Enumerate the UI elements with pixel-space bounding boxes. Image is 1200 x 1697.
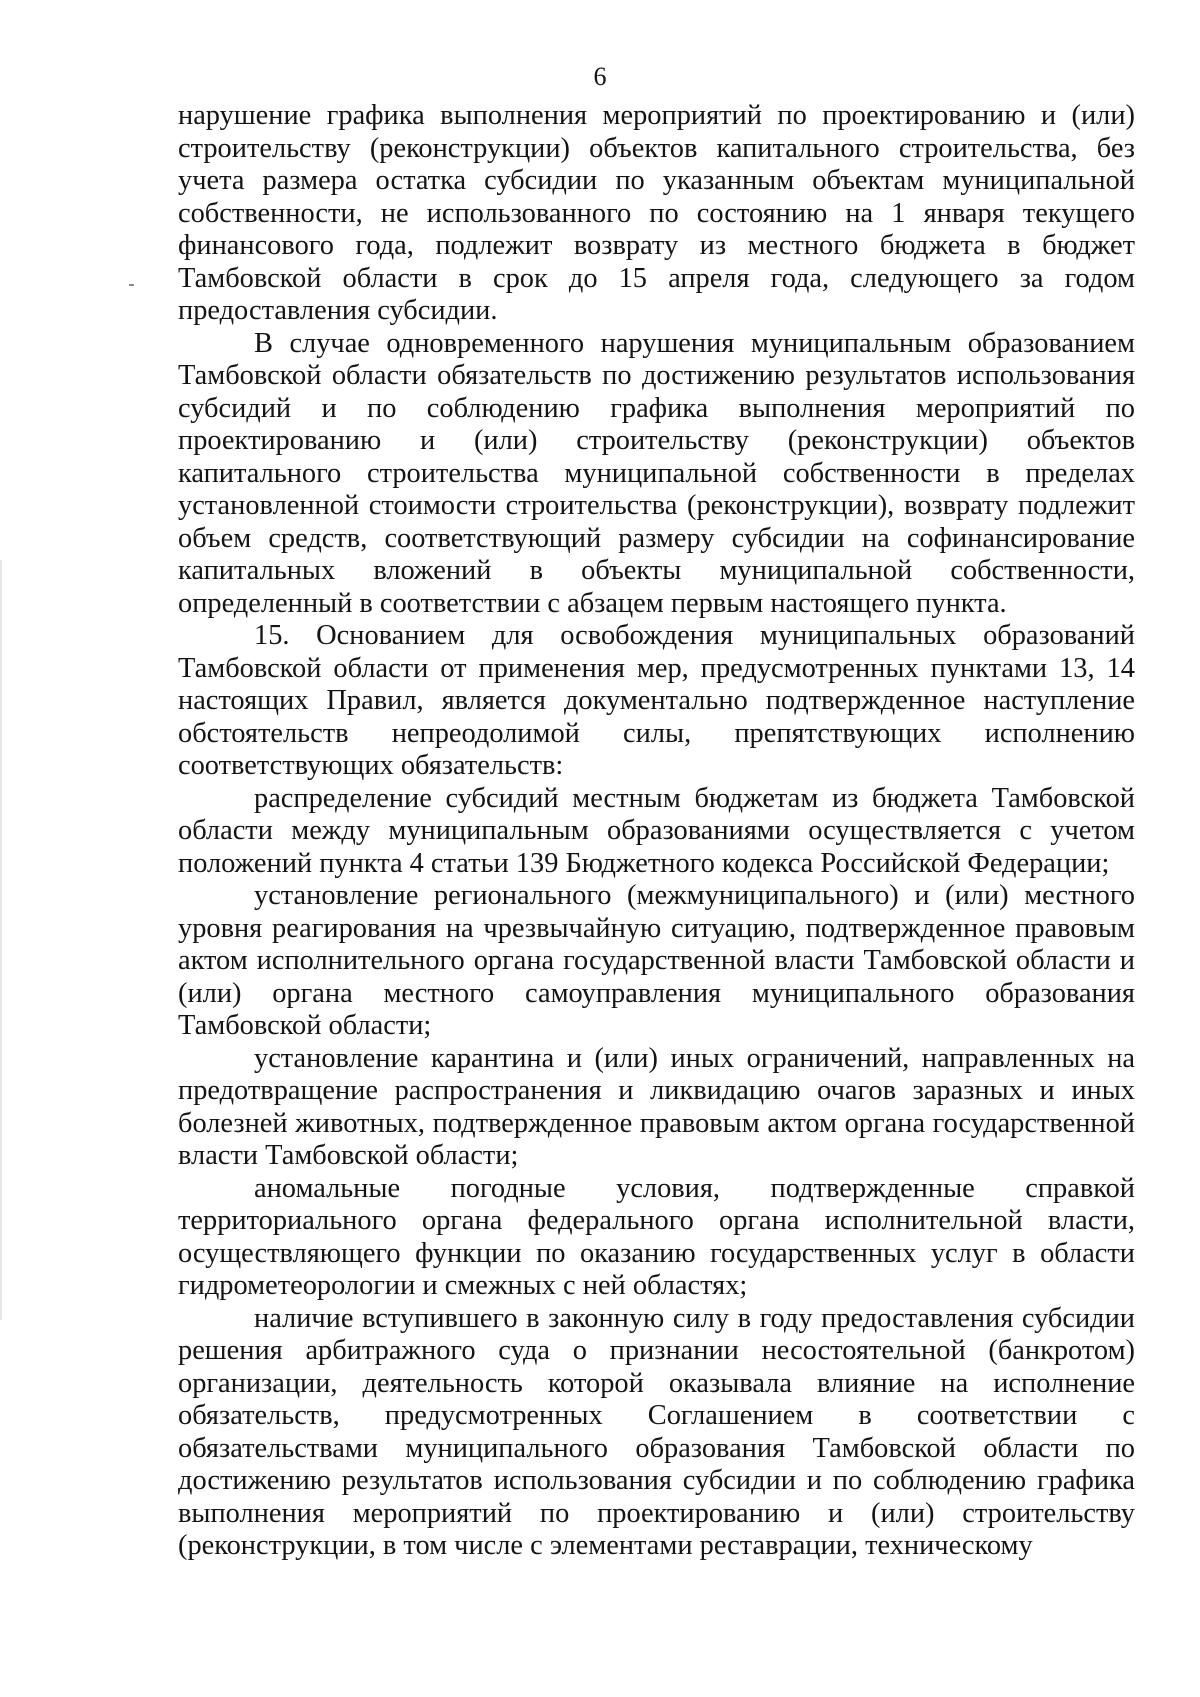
scan-speck bbox=[129, 284, 134, 286]
paragraph-clause-15: 15. Основанием для освобождения муниципальных образований Тамбовской области от применения мер, предусмотренных пунктами 13, 14 настоящих Правил, является документально подтвержденное наступление обстоятельств непреодолимой силы, препятствующих исполнению соответствующих обязательств: bbox=[178, 620, 1135, 781]
paragraph-weather-conditions: аномальные погодные условия, подтвержденные справкой территориального органа федерального органа исполнительной власти, осуществляющего функции по оказанию государственных услуг в области гидрометеорологии и смежных с ней областях; bbox=[178, 1172, 1135, 1301]
paragraph-simultaneous-violation: В случае одновременного нарушения муниципальным образованием Тамбовской области обязательств по достижению результатов использования субсидий и по соблюдению графика выполнения мероприятий по проектированию и (или) строительству (реконструкции) объектов капитального строительства муниципальной собственности в пределах установленной стоимости строительства (реконструкции), возврату подлежит объем средств, соответствующий размеру субсидии на софинансирование капитальных вложений в объекты муниципальной собственности, определенный в соответствии с абзацем первым настоящего пункта. bbox=[178, 327, 1135, 619]
scan-edge-shadow bbox=[0, 560, 2, 1320]
page-number: 6 bbox=[593, 62, 607, 91]
paragraph-quarantine: установление карантина и (или) иных ограничений, направленных на предотвращение распространения и ликвидацию очагов заразных и иных болезней животных, подтвержденное правовым актом органа государственной власти Тамбовской области; bbox=[178, 1042, 1135, 1171]
paragraph-subsidy-distribution: распределение субсидий местным бюджетам из бюджета Тамбовской области между муниципальным образованиями осуществляется с учетом положений пункта 4 статьи 139 Бюджетного кодекса Российской Федерации; bbox=[178, 782, 1135, 879]
paragraph-continuation: нарушение графика выполнения мероприятий по проектированию и (или) строительству (реконструкции) объектов капитального строительства, без учета размера остатка субсидии по указанным объектам муниципальной собственности, не использованного по состоянию на 1 января текущего финансового года, подлежит возврату из местного бюджета в бюджет Тамбовской области в срок до 15 апреля года, следующего за годом предоставления субсидии. bbox=[178, 100, 1135, 326]
document-body bbox=[178, 100, 1135, 1563]
paragraph-bankruptcy: наличие вступившего в законную силу в году предоставления субсидии решения арбитражного суда о признании несостоятельной (банкротом) организации, деятельность которой оказывала влияние на исполнение обязательств, предусмотренных Соглашением в соответствии с обязательствами муниципального образования Тамбовской области по достижению результатов использования субсидии и по соблюдению графика выполнения мероприятий по проектированию и (или) строительству (реконструкции, в том числе с элементами реставрации, техническому bbox=[178, 1302, 1135, 1561]
paragraph-emergency-response: установление регионального (межмуниципального) и (или) местного уровня реагирования на чрезвычайную ситуацию, подтвержденное правовым актом исполнительного органа государственной власти Тамбовской области и (или) органа местного самоуправления муниципального образования Тамбовской области; bbox=[178, 880, 1135, 1041]
